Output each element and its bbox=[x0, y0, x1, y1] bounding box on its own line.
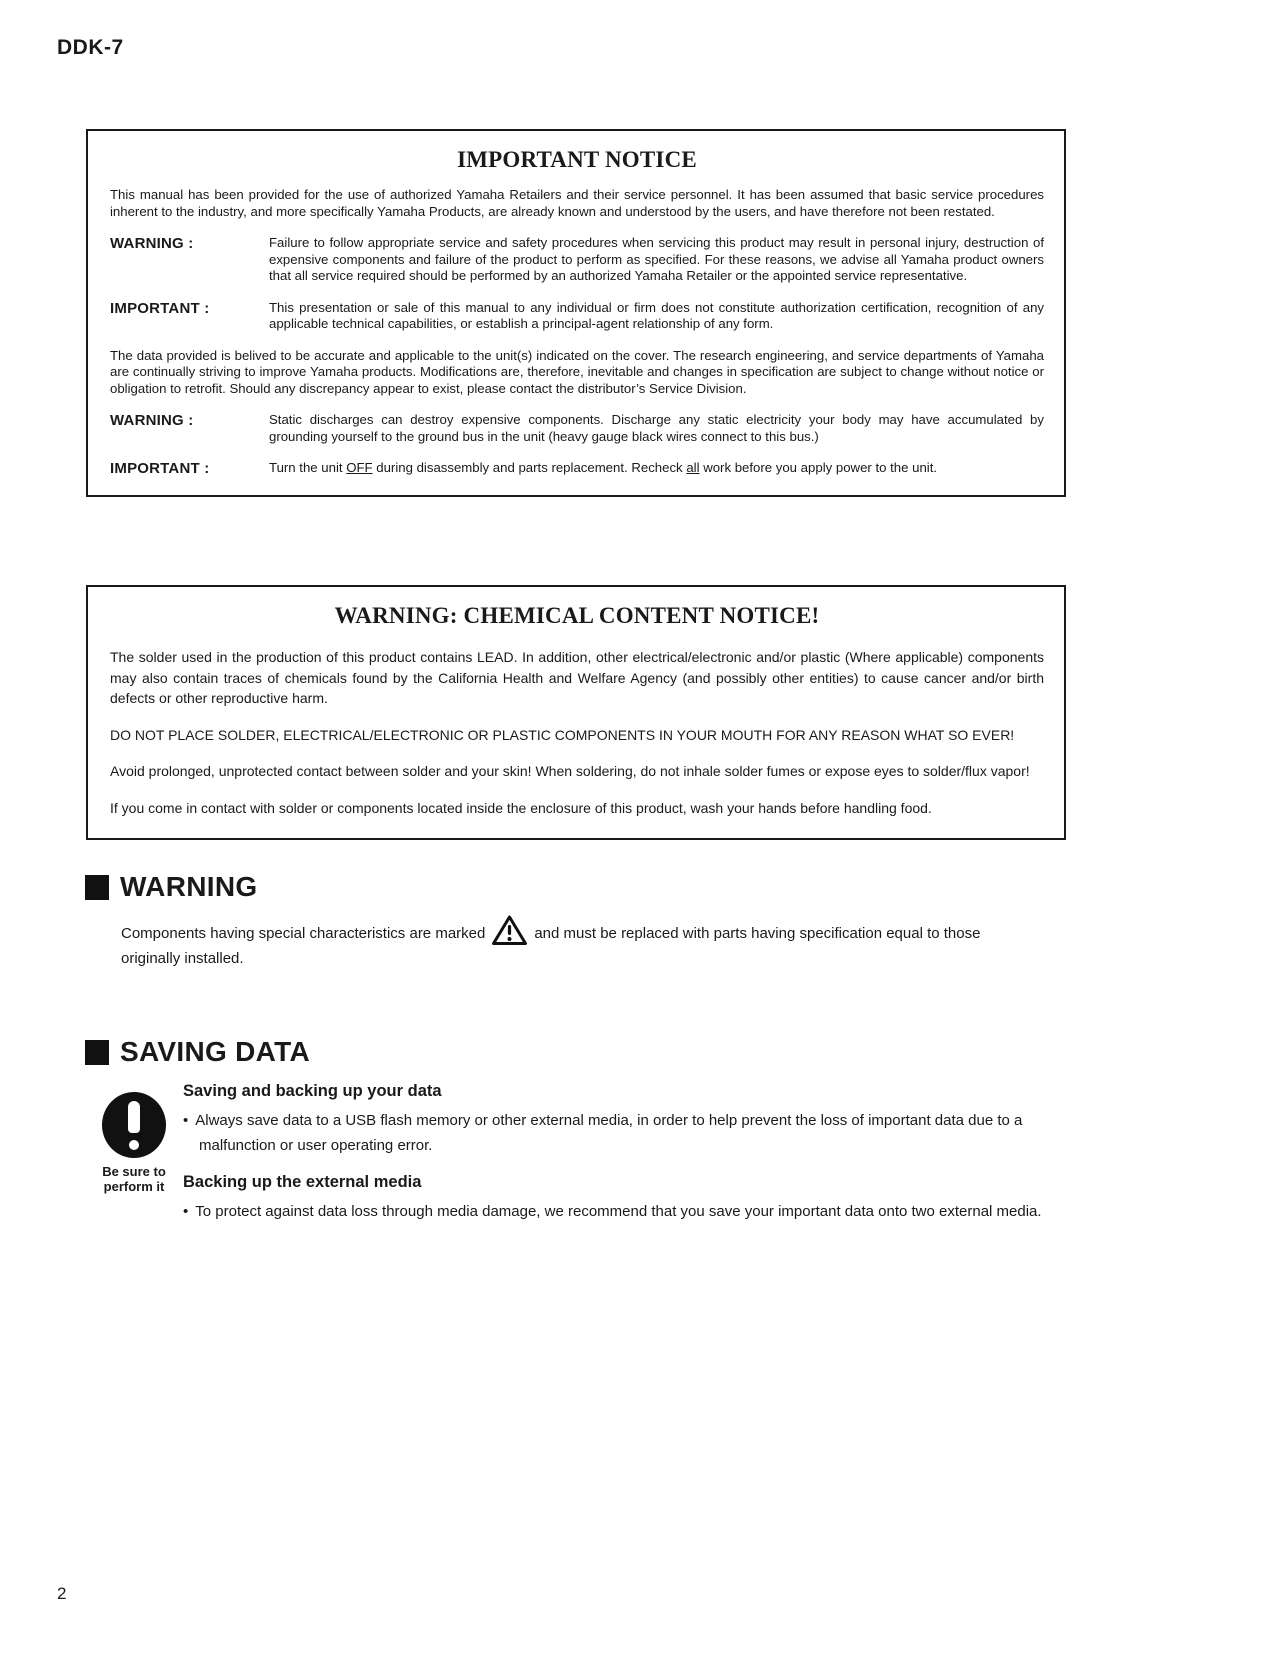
important-text: This presentation or sale of this manual to any individual or firm does not constitute authorization certification, recognition of any applicable technical capabilities, or establish a principal-agent relationship of any form. bbox=[269, 299, 1044, 331]
warning-section-heading bbox=[85, 871, 257, 903]
text-segment: and must be replaced with parts having specification equal to those originally installed. bbox=[121, 925, 981, 967]
underlined-word: all bbox=[686, 460, 700, 475]
chemical-notice-title: WARNING: CHEMICAL CONTENT NOTICE! bbox=[334, 603, 820, 628]
warning-row-1 bbox=[110, 235, 1044, 285]
warning-section-body bbox=[121, 915, 1029, 971]
saving-data-content bbox=[85, 1082, 1070, 1239]
important-notice-box bbox=[86, 129, 1066, 497]
text-segment: Components having special characteristics are marked bbox=[121, 925, 486, 942]
page-title: DDK-7 bbox=[57, 36, 124, 59]
warning-text: Static discharges can destroy expensive components. Discharge any static electricity your body may have accumulated by grounding yourself to the ground bus in the unit (heavy gauge black wires connect to this bus.) bbox=[269, 412, 1044, 444]
bullet-text: Always save data to a USB flash memory or other external media, in order to help prevent the loss of important data due to a malfunction or user operating error. bbox=[195, 1112, 1023, 1154]
text-segment: work before you apply power to the unit. bbox=[699, 460, 938, 475]
warning-row-2 bbox=[110, 412, 1044, 445]
be-sure-label-line2: perform it bbox=[103, 1179, 165, 1194]
text-segment: during disassembly and parts replacement. Recheck bbox=[372, 460, 687, 475]
chemical-notice-box bbox=[86, 585, 1066, 840]
be-sure-label-line1: Be sure to bbox=[102, 1164, 166, 1179]
saving-data-section-heading bbox=[85, 1036, 310, 1068]
warning-text: Failure to follow appropriate service and safety procedures when servicing this product may result in personal injury, destruction of expensive components and failure of the product to perform as specified. For these reasons, we advise all Yamaha product owners that all service required should be performed by an authorized Yamaha Retailer or the appointed service representative. bbox=[269, 235, 1044, 283]
saving-data-text bbox=[183, 1082, 1070, 1239]
bullet-icon: • bbox=[183, 1203, 189, 1220]
important-notice-title: IMPORTANT NOTICE bbox=[457, 147, 697, 172]
exclamation-circle-icon bbox=[102, 1092, 166, 1158]
section-marker-icon bbox=[85, 875, 109, 900]
backup-bullet-item bbox=[183, 1199, 1070, 1224]
important-notice-intro: This manual has been provided for the use of authorized Yamaha Retailers and their service personnel. It has been assumed that basic service procedures inherent to the industry, and more specifically Yamaha Products, are already known and understood by the users, and have therefore not been restated. bbox=[110, 187, 1044, 219]
page-number: 2 bbox=[57, 1584, 67, 1603]
chemical-paragraph: DO NOT PLACE SOLDER, ELECTRICAL/ELECTRONIC OR PLASTIC COMPONENTS IN YOUR MOUTH FOR ANY REASON WHAT SO EVER! bbox=[110, 726, 1015, 743]
saving-subheading: Saving and backing up your data bbox=[183, 1082, 442, 1100]
backup-subheading: Backing up the external media bbox=[183, 1173, 422, 1191]
important-row-2 bbox=[110, 460, 1044, 477]
chemical-paragraph: If you come in contact with solder or components located inside the enclosure of this product, wash your hands before handling food. bbox=[110, 799, 932, 816]
warning-label: WARNING : bbox=[110, 412, 194, 429]
bullet-text: To protect against data loss through media damage, we recommend that you save your important data onto two external media. bbox=[195, 1203, 1042, 1220]
section-marker-icon bbox=[85, 1040, 109, 1065]
warning-label: WARNING : bbox=[110, 235, 194, 252]
chemical-paragraph: Avoid prolonged, unprotected contact between solder and your skin! When soldering, do not inhale solder fumes or expose eyes to solder/flux vapor! bbox=[110, 763, 1030, 779]
data-accuracy-paragraph: The data provided is belived to be accurate and applicable to the unit(s) indicated on the cover. The research engineering, and service departments of Yamaha are continually striving to improve Yamaha products. Modifications are, therefore, inevitable and changes in specification are subject to change without notice or obligation to retrofit. Should any discrepancy appear to exist, please contact the distributor’s Service Division. bbox=[110, 347, 1044, 396]
chemical-paragraph: The solder used in the production of this product contains LEAD. In addition, other electrical/electronic and/or plastic (Where applicable) components may also contain traces of chemicals found by the California Health and Welfare Agency (and possibly other entities) to cause cancer and/or birth defects or other reproductive harm. bbox=[110, 649, 1044, 706]
warning-triangle-icon bbox=[491, 915, 528, 946]
saving-data-section-title: SAVING DATA bbox=[120, 1036, 310, 1067]
important-label: IMPORTANT : bbox=[110, 460, 210, 477]
warning-section-title: WARNING bbox=[120, 871, 258, 902]
exclamation-bar bbox=[128, 1101, 140, 1133]
important-row-1 bbox=[110, 300, 1044, 333]
be-sure-badge bbox=[85, 1082, 183, 1239]
saving-bullet-item bbox=[183, 1108, 1070, 1158]
important-text bbox=[269, 460, 1044, 477]
text-segment: Turn the unit bbox=[269, 460, 347, 475]
underlined-word: OFF bbox=[346, 460, 373, 475]
exclamation-dot bbox=[129, 1140, 139, 1150]
bullet-icon: • bbox=[183, 1112, 189, 1129]
be-sure-label bbox=[85, 1164, 183, 1194]
important-label: IMPORTANT : bbox=[110, 299, 210, 317]
